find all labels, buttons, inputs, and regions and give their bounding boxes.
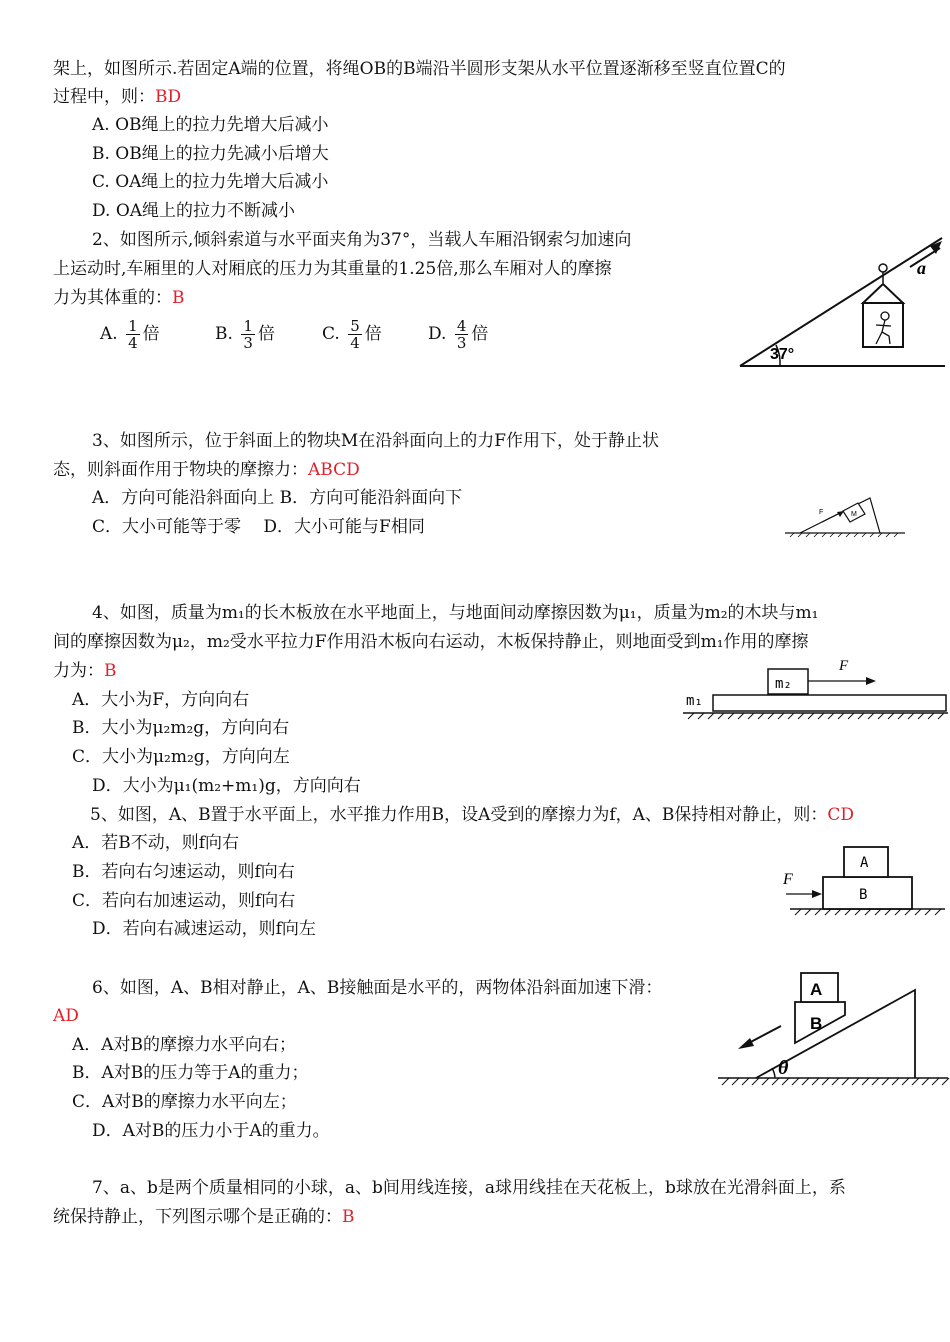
q1-option-d: D. OA绳上的拉力不断减小 [92, 201, 296, 221]
q6-incline [718, 973, 949, 1085]
q6-answer: AD [53, 1006, 79, 1026]
q3-stem-line2-text: 态，则斜面作用于物块的摩擦力： [53, 460, 308, 480]
q2-stem-line2: 上运动时,车厢里的人对厢底的压力为其重量的1.25倍,那么车厢对人的摩擦 [53, 259, 612, 279]
q2-option-a-label: A. [100, 324, 118, 344]
q3-option-cd: C．大小可能等于零 D．大小可能与F相同 [92, 517, 425, 537]
q1-option-c: C. OA绳上的拉力先增大后减小 [92, 172, 329, 192]
q2-option-c-unit: 倍 [364, 324, 382, 344]
q2-option-b-label: B. [215, 324, 233, 344]
q1-stem-line1: 架上，如图所示.若固定A端的位置，将绳OB的B端沿半圆形支架从水平位置逐渐移至竖直位置C的 [53, 59, 786, 79]
q5-stem-line1-text: 5、如图，A、B置于水平面上，水平推力作用B，设A受到的摩擦力为f，A、B保持相对静止，则： [90, 805, 828, 825]
q4-block-label: m₂ [775, 676, 792, 692]
q3-force-label: F [819, 509, 824, 516]
q2-option-d-label: D. [428, 324, 447, 344]
q7-answer: B [342, 1207, 355, 1227]
q5-top-label: A [860, 855, 869, 871]
q2-option-b-unit: 倍 [257, 324, 275, 344]
q7-stem-line2-text: 统保持静止，下列图示哪个是正确的： [53, 1207, 342, 1227]
q4-option-a: A．大小为F，方向向右 [72, 690, 250, 710]
q2-option-d-den: 3 [456, 334, 467, 352]
q4-stem-line1: 4、如图，质量为m₁的长木板放在水平地面上，与地面间动摩擦因数为μ₁，质量为m₂的木块与m₁ [92, 603, 819, 623]
q5-option-b: B．若向右匀速运动，则f向右 [72, 862, 295, 882]
q2-option-d-unit: 倍 [471, 324, 489, 344]
q3-option-ab: A．方向可能沿斜面向上 B．方向可能沿斜面向下 [92, 488, 463, 508]
q3-answer: ABCD [308, 460, 360, 480]
q2-accel-label: a [917, 258, 926, 278]
q3-block-label: M [851, 511, 857, 518]
q2-answer: B [172, 288, 185, 308]
q1-option-a: A. OB绳上的拉力先增大后减小 [92, 115, 329, 135]
q4-answer: B [104, 661, 117, 681]
q2-option-c-den: 4 [350, 334, 360, 352]
q2-option-b-den: 3 [243, 334, 253, 352]
q6-option-a: A．A对B的摩擦力水平向右； [72, 1035, 297, 1055]
q4-option-b: B．大小为μ₂m₂g，方向向右 [72, 718, 290, 738]
q6-option-c: C．A对B的摩擦力水平向左； [72, 1092, 297, 1112]
q5-force-label: F [783, 871, 793, 888]
q2-option-b-num: 1 [243, 317, 253, 335]
q4-stem-line2: 间的摩擦因数为μ₂，m₂受水平拉力F作用沿木板向右运动，木板保持静止，则地面受到m₁作用的摩擦 [53, 632, 809, 652]
q6-bottom-label: B [810, 1014, 823, 1033]
q1-stem-line2-text: 过程中，则： [53, 87, 155, 107]
q1-answer: BD [155, 87, 182, 107]
q2-option-c-label: C. [322, 324, 340, 344]
q5-option-c: C．若向右加速运动，则f向右 [72, 891, 296, 911]
q4-option-d: D．大小为μ₁(m₂+m₁)g，方向向右 [92, 776, 361, 796]
q5-option-d: D．若向右减速运动，则f向左 [92, 919, 316, 939]
q2-option-a-num: 1 [128, 317, 138, 335]
q2-angle-label: 37° [770, 346, 795, 363]
q3-stem-line1: 3、如图所示，位于斜面上的物块M在沿斜面向上的力F作用下，处于静止状 [92, 431, 660, 451]
q4-board-label: m₁ [686, 693, 703, 709]
q4-stem-line3-text: 力为： [53, 661, 104, 681]
q5-bottom-label: B [859, 887, 868, 903]
q6-option-d: D．A对B的压力小于A的重力。 [92, 1121, 330, 1141]
q7-stem-line1: 7、a、b是两个质量相同的小球，a、b间用线连接，a球用线挂在天花板上，b球放在光滑斜面上，系 [92, 1178, 846, 1198]
q6-stem-line1: 6、如图，A、B相对静止，A、B接触面是水平的，两物体沿斜面加速下滑： [92, 978, 663, 998]
q6-angle-label: θ [778, 1057, 789, 1079]
q2-option-a-unit: 倍 [142, 324, 160, 344]
q6-top-label: A [810, 980, 823, 999]
q2-stem-line1: 2、如图所示,倾斜索道与水平面夹角为37°，当载人车厢沿钢索匀加速向 [92, 230, 632, 250]
q1-option-b: B. OB绳上的拉力先减小后增大 [92, 144, 329, 164]
q7-stem-line2 [53, 1206, 355, 1228]
q2-stem-line3-text: 力为其体重的： [53, 288, 172, 308]
q2-option-c-num: 5 [350, 317, 360, 335]
q5-answer: CD [827, 805, 855, 825]
q4-option-c: C．大小为μ₂m₂g，方向向左 [72, 747, 290, 767]
q2-option-a-den: 4 [128, 334, 138, 352]
q5-option-a: A．若B不动，则f向右 [72, 833, 240, 853]
q6-option-b: B．A对B的压力等于A的重力； [72, 1063, 309, 1083]
q4-force-label: F [839, 658, 849, 674]
q2-option-d-num: 4 [456, 317, 467, 335]
